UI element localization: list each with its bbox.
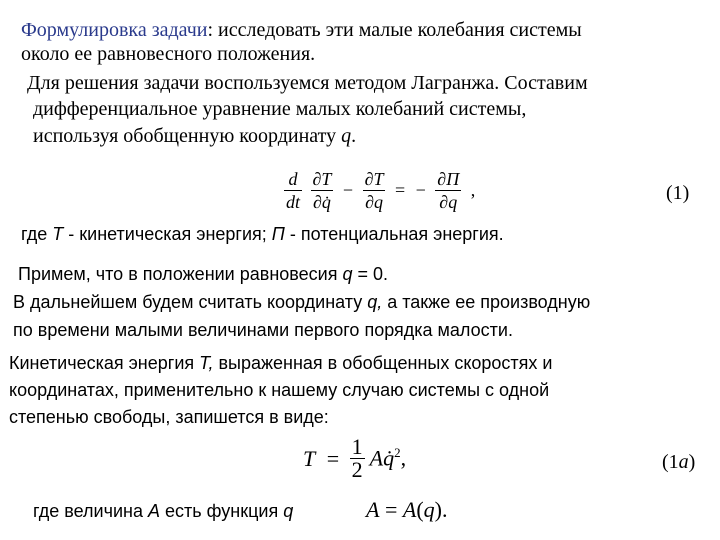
intro-line-1: [21, 19, 582, 41]
text: a: [678, 451, 689, 473]
equation-number-1a: [662, 451, 695, 474]
frac-one-half: [350, 436, 365, 481]
frac-dT-dq: [363, 168, 386, 213]
var-T: T,: [199, 353, 214, 373]
var-T: T: [303, 445, 316, 471]
equals-sign: =: [379, 497, 403, 522]
frac-den: ∂q: [365, 192, 383, 212]
method-line-2: дифференциальное уравнение малых колебаний системы,: [33, 98, 527, 120]
method-line-1: Для решения задачи воспользуемся методом Лагранжа. Составим: [27, 72, 588, 94]
definitions-line: [21, 223, 504, 245]
text: (1: [662, 451, 679, 473]
further-line-2: по времени малыми величинами первого порядка малости.: [13, 320, 513, 340]
text: а также ее производную: [382, 292, 591, 312]
comma: ,: [400, 445, 407, 471]
intro-line-2: около ее равновесного положения.: [21, 43, 316, 65]
frac-den: dt: [286, 192, 301, 212]
intro-colon: :: [207, 19, 214, 41]
var-qdot: q̇: [383, 445, 395, 471]
text: - кинетическая энергия;: [63, 224, 272, 244]
frac-den: ∂q̇: [313, 192, 331, 212]
var-A: A: [366, 497, 380, 522]
method-line-3: [33, 125, 356, 147]
frac-dP-dq: [435, 168, 461, 213]
frac-dT-dqdot: [311, 168, 334, 213]
text: Кинетическая энергия: [9, 353, 200, 373]
var-q: q: [341, 125, 352, 147]
equals-sign: =: [326, 445, 340, 471]
frac-den: ∂q: [439, 192, 458, 212]
intro-text: исследовать эти малые колебания системы: [213, 19, 582, 41]
text: - потенциальная энергия.: [284, 224, 504, 244]
text: В дальнейшем будем считать координату: [13, 292, 368, 312]
var-q: q: [423, 497, 435, 522]
further-line-1: [13, 291, 590, 313]
frac-num: 1: [351, 434, 363, 459]
text: ): [688, 451, 696, 473]
var-q: q: [283, 501, 294, 521]
var-A: A: [148, 501, 161, 521]
method-text: используя обобщенную координату: [33, 125, 342, 147]
var-A: A: [402, 497, 417, 522]
equals-sign: =: [394, 180, 406, 200]
frac-num: ∂П: [437, 169, 460, 189]
var-P: П: [271, 224, 285, 244]
var-A: A: [369, 445, 384, 471]
function-formula: [366, 497, 447, 523]
minus-sign: −: [342, 180, 354, 200]
method-period: .: [351, 125, 357, 147]
assumption-line: [18, 263, 388, 285]
function-line: [33, 500, 293, 522]
paren: (: [416, 497, 424, 522]
var-T: T: [52, 224, 64, 244]
frac-d-dt: [284, 168, 302, 213]
kinetic-line-2: координатах, применительно к нашему случаю системы с одной: [9, 380, 550, 400]
equation-number-1: (1): [666, 182, 690, 204]
paren: ).: [434, 497, 448, 522]
text: есть функция: [160, 501, 284, 521]
frac-num: ∂T: [312, 169, 332, 189]
A-qdot-squared: [370, 445, 406, 471]
text: где: [21, 224, 53, 244]
kinetic-line-3: степенью свободы, запишется в виде:: [9, 407, 329, 427]
frac-num: d: [284, 168, 302, 191]
var-q: q,: [367, 292, 383, 312]
kinetic-energy-formula: [300, 436, 409, 481]
comma: ,: [470, 180, 476, 200]
text: Примем, что в положении равновесия: [18, 264, 343, 284]
kinetic-line-1: [9, 352, 552, 374]
frac-den: 2: [351, 457, 363, 482]
lagrange-equation: [282, 168, 478, 213]
text: выраженная в обобщенных скоростях и: [213, 353, 553, 373]
var-q: q: [342, 264, 353, 284]
text: = 0.: [352, 264, 388, 284]
exponent: 2: [394, 445, 401, 461]
task-heading: Формулировка задачи: [21, 19, 208, 41]
frac-num: ∂T: [364, 169, 384, 189]
text: где величина: [33, 501, 148, 521]
minus-sign: −: [415, 180, 426, 200]
